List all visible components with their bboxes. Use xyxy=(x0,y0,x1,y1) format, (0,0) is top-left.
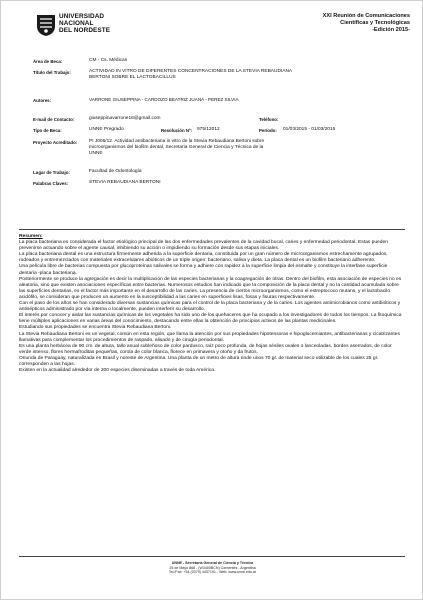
beca-label: Tipo de Beca: xyxy=(33,128,62,133)
abstract-paragraph: Una película libre de bacterias compuesta por glucoproteínas salivales se forma y adhiere con rapidez a la superficie limpia del esmalte y constituye la interfase superficie dentaria -placa bacteriana. xyxy=(19,264,388,276)
abstract-paragraph: La Stevia Rebaudiana Bertoni es un vegetal, común en esta región, que llama la atención por sus propiedades hipotensoras e hipoglucemiantes, antibacterianas y cicatrizantes llamativas para complementar los procedimientos de raspado, alisado y de cirugía periodontal. xyxy=(19,331,400,343)
abstract-paragraph: La placa bacteriana dental es una estructura firmemente adherida a la superficie dentaria, constituida por un gran número de microorganismos estrechamente agrupados, rodeados y entremezclados con materiales extracelulares abióticos de un triple origen: bacteriano, saliva y dieta. La placa dental es un biofilm bacteriano adherente. xyxy=(19,252,388,264)
title-value: ACTIVIDAD IN VITRO DE DIFERENTES CONCENTRACIONES DE LA STEVIA REBAUDIANA BERTONI SOBRE EL LACTOBACILLUS xyxy=(89,69,293,80)
keywords-label: Palabras Claves: xyxy=(33,181,69,186)
authors-label: Autores: xyxy=(33,98,52,103)
authors-value: VARRONE GIUSEPPINA - CARDOZO BEATRIZ JUANA - PEREZ SILVIA xyxy=(89,97,239,102)
page-header xyxy=(1,1,423,47)
email-label: E-mail de Contacto: xyxy=(33,117,75,122)
abstract-paragraph: El interés por conocer y aislar las sustancias químicas de los vegetales ha sido uno de los quehaceres que ha ocupado a los investigadores de todos los tiempos. La fitoquímica tiene múltiples aplicaciones en varias áreas del conocimiento, destacando entre ellas la obtención de principios activos de las plantas medicinales. xyxy=(19,313,402,325)
abstract-section xyxy=(19,234,405,374)
abstract-paragraph: La placa bacteriana es considerada el factor etiológico principal de las dos enfermedades prevalentes de la cavidad bucal, caries y enfermedad periodontal. Estas pueden prevenirse actuando sobre el agente causal, inhibiendo su acción o impidiendo su formación desde sus etapas iniciales. xyxy=(19,240,388,252)
area-label: Área de Beca: xyxy=(33,59,63,64)
conference-title: XXI Reunión de Comunicaciones Científicas y Tecnológicas -Edición 2015- xyxy=(322,13,410,33)
abstract-paragraph: Oriunda de Paraguay, naturalizada en Brasil y noreste de Argentina. Una planta de un metro de altura rinde unos 70 gr. de material seco utilizable de los cuales 25 gr. corresponden a las hojas. xyxy=(19,355,379,367)
period-label: Período: xyxy=(259,128,277,133)
page-footer: UNNE - Secretaría General de Ciencia y Técnica 25 de Mayo 868 - (W3400BCN) Corrientes - Argentina Tel./Fax: +54 (0379) 4457191 - Web: www.unne.edu.ar xyxy=(168,561,257,575)
phone-label: Teléfono: xyxy=(259,117,279,122)
period-value: 01/03/2015 - 01/03/2015 xyxy=(283,127,336,132)
resolution-value: 975/12012 xyxy=(197,127,220,132)
workplace-label: Lugar de Trabajo: xyxy=(33,170,70,175)
abstract-paragraph: Con el paso de los años se han considerado diversas sustancias químicas para el control de la placa bacteriana y de la caries. Los agentes antimicrobianos como antibióticos y antisépticos administrado por vía interna o localmente, pueden interferir su desarrollo. xyxy=(19,301,401,313)
abstract-title: Resumen: xyxy=(19,234,43,239)
project-label: Proyecto Acreditado: xyxy=(33,140,78,145)
university-seal-icon xyxy=(35,13,57,37)
keywords-value: STEVIA REBAUDIANA BERTONI xyxy=(89,180,161,185)
area-value: CM - Cs. Médicas xyxy=(89,58,128,63)
abstract-paragraph: Existen en la actualidad alrededor de 200 especies diseminadas a través de toda América. xyxy=(19,368,216,374)
abstract-paragraph: Estudiando sus propiedades se encuentra Stevia Rebaudiana Bertoni. xyxy=(19,325,172,331)
abstract-bottom-rule xyxy=(19,556,405,557)
project-value: PI J006/12. Actividad antibacteriana in vitro de la Stevia Rebaudiana Bertoni sobre microorganismos del biofilm dental, Secretaria General de Ciencia y Técnica de la UNNE xyxy=(89,139,265,156)
email-value: giuseppinavarrone16@gmail.com xyxy=(89,116,161,121)
beca-value: UNNE Pregrado xyxy=(89,127,124,132)
abstract-paragraph: Posteriormente se produce la agregación es decir la multiplicación de las especies bacterianas y la coagregación de otras. Dentro del biofilm, esta asociación de especies no es aleatoria, sino que existen asociaciones específicas entre bacterias. Numerosos estudios han indicado que la composición de la placa dental y no la cantidad acumulada sobre las superficies dentarias, es el factor más importante en el desarrollo de las caries. La presencia de ciertos microorganismos, como el estreptococo mutans, y el lactobacilo acidófilo, se consideran que producen un aumento en la susceptibilidad a las caries en superficies lisas, fosas y fisuras respectivamente. xyxy=(19,276,402,300)
university-name: UNIVERSIDAD NACIONAL DEL NORDESTE xyxy=(59,13,111,34)
title-label: Título del Trabajo: xyxy=(33,70,71,75)
abstract-paragraph: Es una planta herbácea de 90 cm. de altura, tallo anual subleñoso de color pardusco, raíz poco profunda, de hojas sésiles ovales o lanceoladas, bordes aserrados, de color verde intenso, flores hermafroditas pequeñas, corola de color blanca, florece en primavera y otoño y da frutos. xyxy=(19,343,392,355)
workplace-value: Facultad de Odontología xyxy=(89,169,142,174)
abstract-top-rule xyxy=(19,229,405,230)
resolution-label: Resolución Nº: xyxy=(161,128,193,133)
